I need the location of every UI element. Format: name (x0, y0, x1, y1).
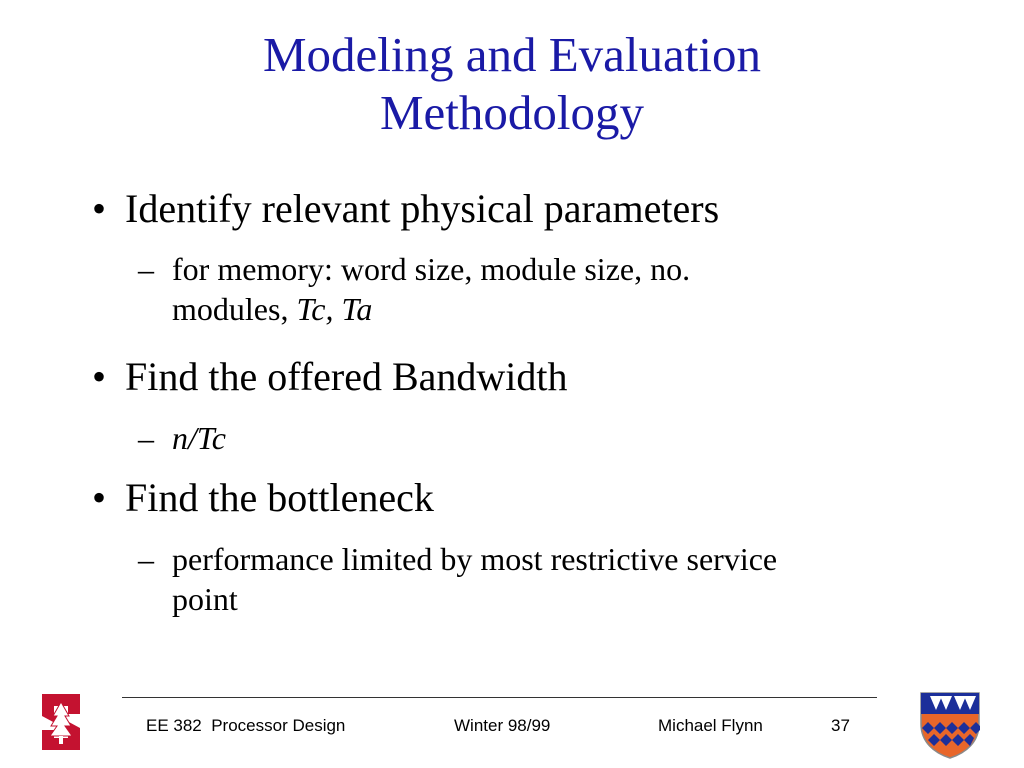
bullet-dot: • (92, 354, 107, 399)
bullet-3-text: Find the bottleneck (125, 475, 434, 520)
bullet-1-text: Identify relevant physical parameters (125, 186, 720, 231)
sub-bullet-3 (138, 539, 777, 619)
bullet-3 (92, 475, 434, 521)
sub-dash: – (138, 251, 154, 287)
stanford-logo-icon (38, 688, 84, 761)
footer-page-number: 37 (831, 716, 850, 735)
sub-bullet-2-text: n/Tc (172, 420, 226, 456)
sub-bullet-1-line-2 (172, 289, 690, 329)
title-line-2: Methodology (379, 85, 645, 140)
sub-bullet-2 (138, 418, 226, 458)
bullet-dot: • (92, 475, 107, 520)
footer-author: Michael Flynn (658, 716, 763, 735)
bullet-2-text: Find the offered Bandwidth (125, 354, 568, 399)
sub-dash: – (138, 420, 154, 456)
sub-bullet-1-line-1: for memory: word size, module size, no. (172, 251, 691, 287)
sub-bullet-3-line-2: point (172, 581, 238, 617)
bullet-dot: • (92, 186, 107, 231)
footer-term: Winter 98/99 (454, 716, 551, 735)
sub-dash: – (138, 541, 154, 577)
sub-bullet-3-line-1: performance limited by most restrictive service (172, 541, 778, 577)
sub-bullet-1 (138, 249, 690, 329)
crest-logo-icon (918, 690, 982, 765)
sub-bullet-1-line-2-italic: Tc, Ta (296, 291, 373, 327)
footer-course: EE 382 Processor Design (146, 716, 346, 735)
slide-title (0, 26, 1024, 142)
bullet-2 (92, 354, 568, 400)
footer-divider (122, 697, 877, 698)
title-line-1: Modeling and Evaluation (262, 27, 762, 82)
bullet-1 (92, 186, 719, 232)
sub-bullet-1-line-2-plain: modules, (172, 291, 297, 327)
